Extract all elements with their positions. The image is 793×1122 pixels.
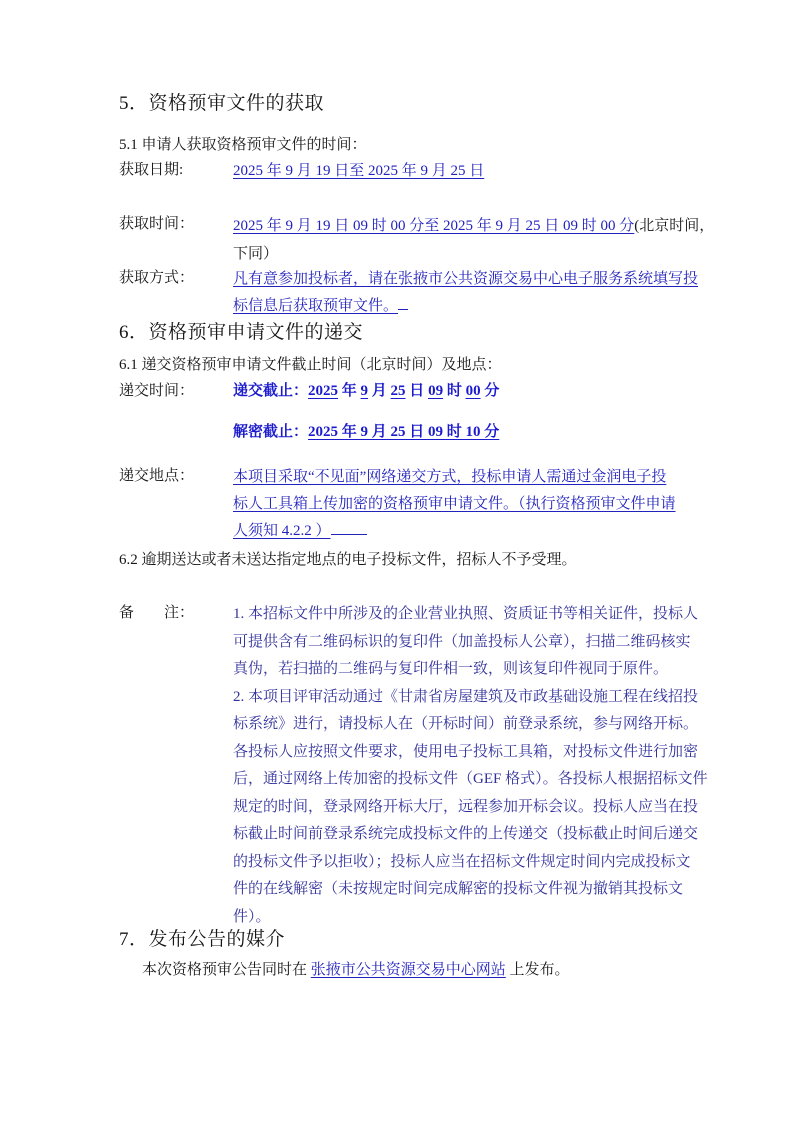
- decrypt-deadline: [233, 420, 499, 441]
- trade-center-website-link[interactable]: 张掖市公共资源交易中心网站: [310, 962, 506, 978]
- publish-media-prefix: 本次资格预审公告同时在: [142, 962, 311, 978]
- remarks-line: 1. 本招标文件中所涉及的企业营业执照、资质证书等相关证件，投标人: [233, 606, 699, 622]
- publish-media-line: [142, 958, 570, 979]
- remarks-line: 真伪，若扫描的二维码与复印件相一致，则该复印件视同于原件。: [233, 661, 669, 677]
- clause-6-2: 6.2 逾期送达或者未送达指定地点的电子投标文件，招标人不予受理。: [119, 552, 577, 568]
- obtain-time-link: 2025 年 9 月 19 日 09 时 00 分至 2025 年 9 月 25 日 09 时 00 分: [233, 218, 635, 234]
- obtain-date-value: [233, 158, 699, 185]
- submit-place-label: 递交地点：: [119, 468, 195, 484]
- remarks-line: 件的在线解密（未按规定时间完成解密的投标文件视为撤销其投标文: [233, 881, 684, 897]
- submit-deadline-year: 2025: [308, 383, 339, 399]
- unit-minute: 分: [480, 383, 500, 399]
- unit-hour: 时: [443, 383, 466, 399]
- remarks-line: 可提供含有二维码标识的复印件（加盖投标人公章），扫描二维码核实: [233, 633, 691, 650]
- obtain-date-label: 获取日期:: [119, 162, 184, 178]
- unit-day: 日: [405, 383, 429, 399]
- publish-media-suffix: 上发布。: [505, 962, 570, 978]
- obtain-date-link: 2025 年 9 月 19 日至 2025 年 9 月 25 日: [233, 163, 485, 179]
- submit-place-value: [233, 464, 699, 545]
- decrypt-deadline-prefix: 解密截止：: [233, 424, 309, 440]
- remarks-line: 标截止时间前登录系统完成投标文件的上传递交（投标截止时间后递交: [233, 826, 699, 842]
- remarks-label: 备 注：: [119, 605, 195, 621]
- remarks-line: 规定的时间，登录网络开标大厅，远程参加开标会议。投标人应当在投: [233, 798, 699, 815]
- clause-5-1: 5.1 申请人获取资格预审文件的时间：: [119, 137, 367, 153]
- section7-heading: 7．发布公告的媒介: [119, 929, 286, 950]
- unit-month: 月: [368, 383, 391, 399]
- submit-time-label: 递交时间：: [119, 383, 195, 399]
- obtain-method-label: 获取方式：: [119, 270, 195, 286]
- remarks-line: 的投标文件予以拒收）；投标人应当在招标文件规定时间内完成投标文: [233, 853, 691, 870]
- obtain-time-suffix2: 下同）: [233, 246, 279, 262]
- remarks-line: 件）。: [233, 908, 271, 925]
- remarks-line: 后，通过网络上传加密的投标文件（GEF 格式）。各投标人根据招标文件: [233, 771, 708, 787]
- clause-6-1: 6.1 递交资格预审申请文件截止时间（北京时间）及地点：: [119, 357, 502, 373]
- decrypt-deadline-value: 2025 年 9 月 25 日 09 时 10 分: [308, 424, 500, 440]
- section6-heading: 6．资格预审申请文件的递交: [119, 322, 364, 343]
- obtain-method-value: [233, 266, 699, 320]
- underline-tail: [331, 521, 367, 535]
- submit-deadline-hour: 09: [428, 383, 444, 399]
- underline-tail: [398, 296, 408, 310]
- submit-place-line2: 标人工具箱上传加密的资格预审申请文件。（执行资格预审文件申请: [233, 496, 676, 512]
- obtain-method-line2: 标信息后获取预审文件。: [233, 298, 399, 314]
- remarks-line: 2. 本项目评审活动通过《甘肃省房屋建筑及市政基础设施工程在线招投: [233, 688, 699, 705]
- submit-deadline-prefix: 递交截止：: [233, 383, 309, 399]
- obtain-method-line1: 凡有意参加投标者，请在张掖市公共资源交易中心电子服务系统填写投: [233, 271, 699, 287]
- obtain-time-suffix: (北京时间，: [634, 218, 715, 234]
- submit-deadline-day: 25: [390, 383, 406, 399]
- submit-deadline: [233, 379, 499, 400]
- obtain-time-label: 获取时间：: [119, 216, 195, 232]
- remarks-line: 标系统》进行，请投标人在（开标时间）前登录系统，参与网络开标。: [233, 716, 699, 732]
- remarks-line: 各投标人应按照文件要求，使用电子投标工具箱，对投标文件进行加密: [233, 743, 699, 760]
- unit-year: 年: [338, 383, 361, 399]
- submit-deadline-minute: 00: [465, 383, 481, 399]
- submit-place-line3: 人须知 4.2.2 ）: [233, 523, 331, 539]
- submit-deadline-month: 9: [360, 383, 369, 399]
- section5-heading: 5．资格预审文件的获取: [119, 93, 325, 114]
- submit-place-line1: 本项目采取“不见面”网络递交方式，投标申请人需通过金润电子投: [233, 469, 667, 485]
- remarks-body: [233, 601, 708, 931]
- obtain-time-value: [233, 212, 715, 268]
